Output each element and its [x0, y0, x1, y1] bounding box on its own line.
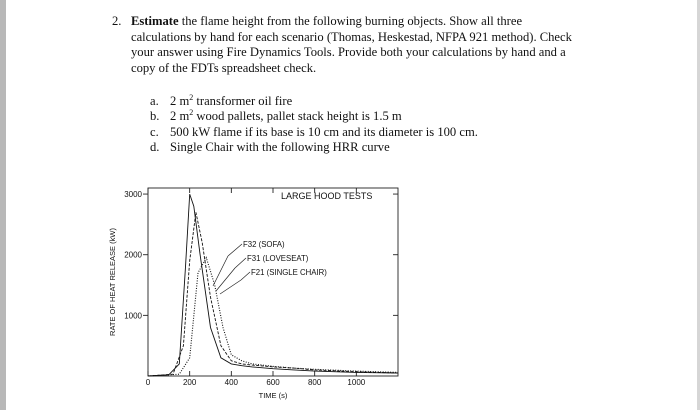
legend-loveseat: F31 (LOVESEAT) [247, 254, 309, 263]
x-tick-label: 200 [182, 378, 197, 387]
legend-single-chair: F21 (SINGLE CHAIR) [251, 268, 327, 277]
x-tick-label: 600 [266, 378, 280, 387]
x-tick-label: 400 [224, 378, 239, 387]
subitem-letter: c. [150, 124, 159, 139]
subitem-text: 500 kW flame if its base is 10 cm and its diameter is 100 cm. [170, 124, 478, 139]
subitem-letter: d. [150, 140, 160, 155]
subitem-text [170, 94, 292, 109]
subitem-letter: a. [150, 94, 159, 108]
subitem-text [170, 109, 402, 124]
subitem-letter: b. [150, 109, 160, 124]
subitem-sup: 2 [189, 108, 194, 118]
y-tick-label: 2000 [124, 250, 142, 260]
series-line-loveseat [148, 212, 398, 376]
subitem-c [150, 125, 570, 140]
subitem-text-post: transformer oil fire [193, 94, 293, 108]
series-line-sofa [148, 194, 398, 376]
legend-leader-line [235, 258, 246, 268]
chart-title: LARGE HOOD TESTS [281, 191, 373, 201]
subitem-text-post: wood pallets, pallet stack height is 1.5 m [193, 109, 402, 124]
y-tick-label: 3000 [124, 190, 142, 200]
subitem-text-pre: 2 m [170, 94, 190, 108]
legend-leader-line [228, 244, 242, 256]
hrr-chart [95, 176, 415, 404]
subitem-text: Single Chair with the following HRR curve [170, 140, 390, 155]
question-text [131, 14, 582, 76]
subitem-sup: 2 [189, 93, 194, 102]
question [112, 14, 582, 76]
legend-leader-line [213, 256, 228, 286]
subitem-d [150, 140, 570, 155]
hrr-figure [95, 176, 415, 404]
y-axis-label: RATE OF HEAT RELEASE (kW) [108, 228, 117, 336]
y-tick-label: 1000 [124, 311, 142, 321]
legend-sofa: F32 (SOFA) [243, 240, 285, 249]
x-axis-label: TIME (s) [258, 391, 288, 400]
x-tick-label: 0 [145, 378, 151, 387]
question-title: Estimate [131, 14, 179, 28]
question-body: the flame height from the following burning objects. Show all three calculations by hand for each scenario (Thomas, Heskestad, NFPA 921 method). Check your answer using Fire Dynamics Tools. Provide both your calculations by hand and a copy of the FDTs spreadsheet check. [131, 14, 572, 75]
legend-leader-line [216, 268, 235, 291]
x-tick-label: 800 [307, 378, 322, 387]
legend-leader-line [241, 272, 250, 280]
subitem-text-pre: 2 m [170, 109, 190, 124]
subitem-a [150, 94, 570, 109]
x-tick-label: 1000 [347, 378, 366, 387]
subitem-list [150, 94, 570, 156]
left-border [0, 0, 6, 410]
plot-frame [148, 188, 398, 376]
question-number: 2. [112, 14, 122, 28]
subitem-b [150, 109, 570, 124]
